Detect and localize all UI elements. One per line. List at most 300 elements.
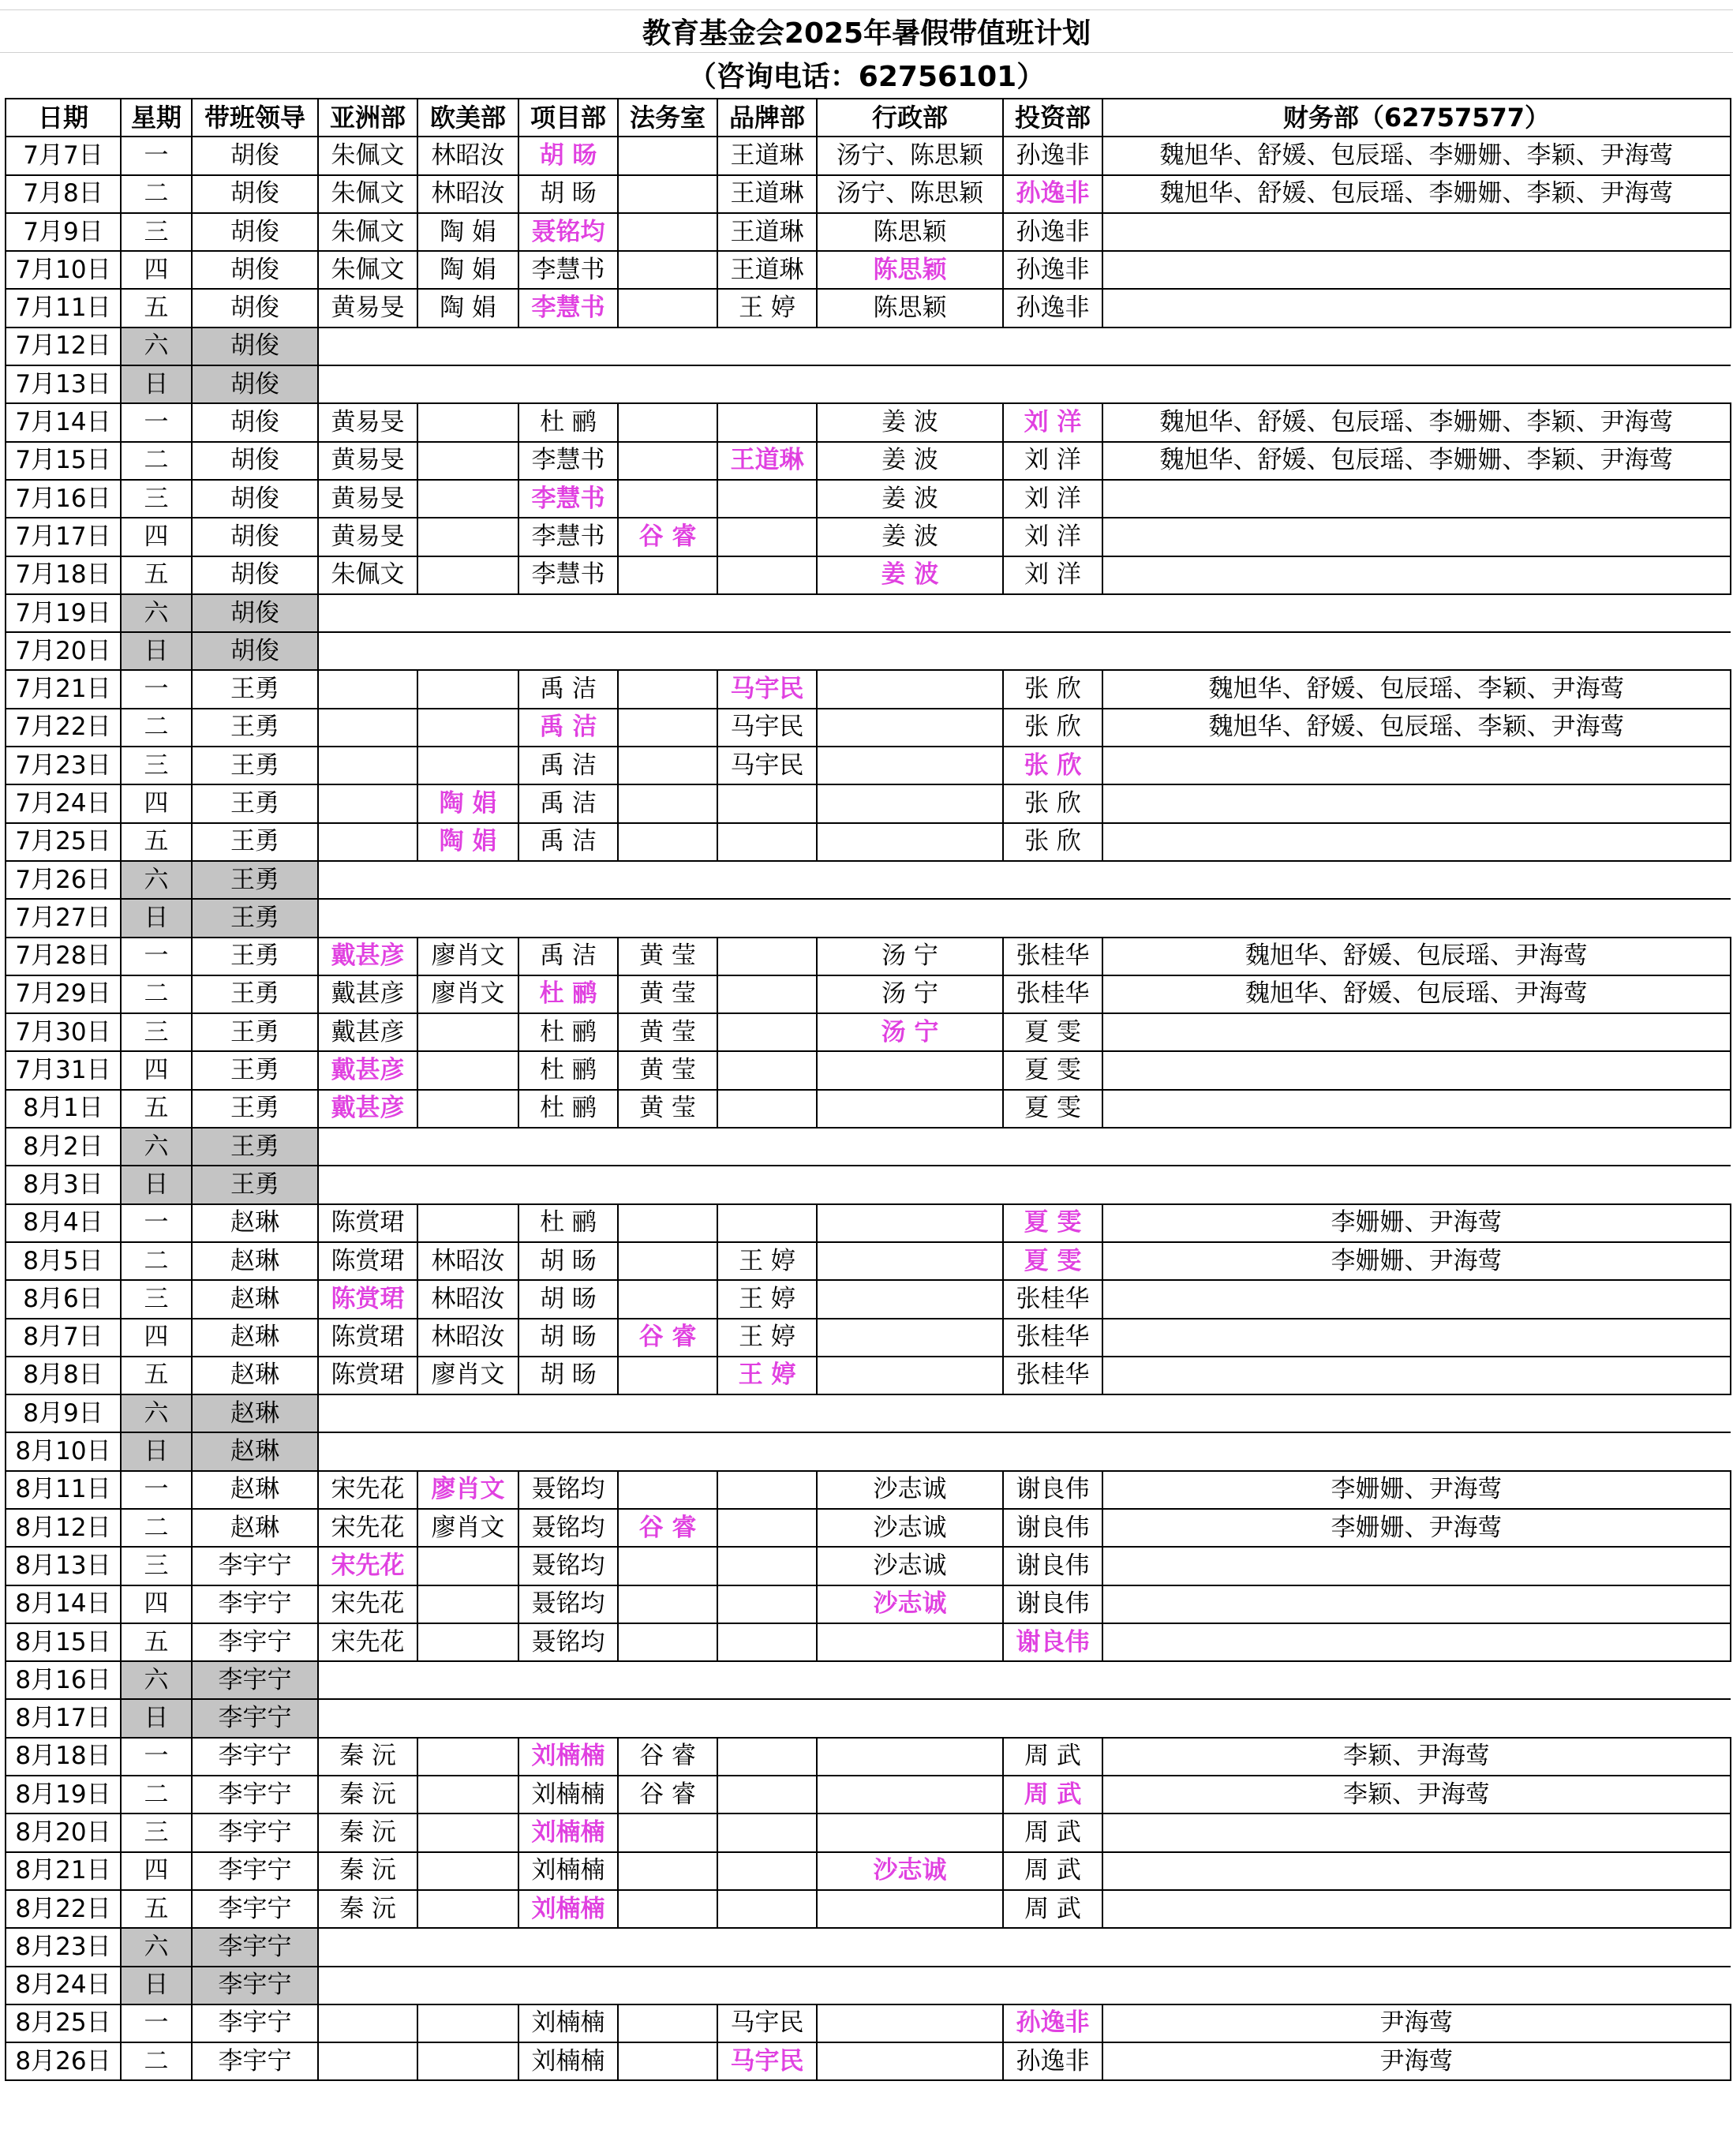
table-cell[interactable]: 刘楠楠	[518, 2004, 618, 2042]
empty-cell[interactable]	[318, 1432, 1731, 1470]
table-cell[interactable]: 王勇	[192, 747, 318, 784]
table-cell[interactable]: 李宇宁	[192, 1967, 318, 2004]
table-cell[interactable]: 胡俊	[192, 480, 318, 518]
table-cell[interactable]	[618, 1547, 717, 1585]
table-cell[interactable]	[717, 1738, 817, 1776]
table-cell[interactable]: 周 武	[1003, 1852, 1102, 1890]
column-header[interactable]: 项目部	[518, 99, 618, 137]
table-cell[interactable]: 陈赏珺	[318, 1204, 417, 1242]
table-cell[interactable]: 林昭汝	[417, 175, 518, 213]
table-cell[interactable]: 六	[121, 1128, 192, 1166]
table-cell[interactable]: 宋先花	[318, 1547, 417, 1585]
table-cell[interactable]	[817, 747, 1003, 784]
table-cell[interactable]: 四	[121, 518, 192, 556]
table-cell[interactable]: 一	[121, 670, 192, 708]
table-cell[interactable]: 周 武	[1003, 1738, 1102, 1776]
table-cell[interactable]	[618, 480, 717, 518]
table-cell[interactable]: 7月12日	[6, 328, 121, 365]
table-cell[interactable]: 黄 莹	[618, 1090, 717, 1128]
table-cell[interactable]: 王勇	[192, 1013, 318, 1051]
table-cell[interactable]: 四	[121, 784, 192, 822]
table-cell[interactable]: 尹海莺	[1102, 2004, 1731, 2042]
table-cell[interactable]: 李宇宁	[192, 1890, 318, 1928]
table-cell[interactable]: 陈赏珺	[318, 1280, 417, 1318]
table-cell[interactable]: 陶 娟	[417, 823, 518, 861]
table-cell[interactable]: 胡 旸	[518, 137, 618, 174]
empty-cell[interactable]	[318, 1661, 1731, 1699]
table-cell[interactable]	[717, 556, 817, 594]
table-cell[interactable]: 秦 沅	[318, 1814, 417, 1851]
table-cell[interactable]: 张 欣	[1003, 747, 1102, 784]
table-cell[interactable]: 王勇	[192, 1128, 318, 1166]
table-cell[interactable]: 魏旭华、舒媛、包辰瑶、李颖、尹海莺	[1102, 709, 1731, 747]
table-cell[interactable]: 魏旭华、舒媛、包辰瑶、李颖、尹海莺	[1102, 670, 1731, 708]
table-cell[interactable]: 李姗姗、尹海莺	[1102, 1242, 1731, 1280]
table-cell[interactable]: 李姗姗、尹海莺	[1102, 1471, 1731, 1509]
table-cell[interactable]: 一	[121, 1204, 192, 1242]
empty-cell[interactable]	[318, 594, 1731, 632]
table-cell[interactable]: 沙志诚	[817, 1509, 1003, 1547]
table-cell[interactable]: 7月10日	[6, 251, 121, 289]
table-cell[interactable]: 8月17日	[6, 1699, 121, 1737]
table-cell[interactable]: 赵琳	[192, 1432, 318, 1470]
table-cell[interactable]: 魏旭华、舒媛、包辰瑶、李姗姗、李颖、尹海莺	[1102, 175, 1731, 213]
table-cell[interactable]	[417, 442, 518, 480]
table-cell[interactable]	[417, 2042, 518, 2080]
table-cell[interactable]: 刘楠楠	[518, 2042, 618, 2080]
table-cell[interactable]	[417, 1738, 518, 1776]
table-cell[interactable]: 7月22日	[6, 709, 121, 747]
table-cell[interactable]: 8月21日	[6, 1852, 121, 1890]
table-cell[interactable]: 8月8日	[6, 1357, 121, 1394]
table-cell[interactable]: 8月19日	[6, 1776, 121, 1814]
table-cell[interactable]: 一	[121, 403, 192, 441]
table-cell[interactable]: 胡俊	[192, 251, 318, 289]
column-header[interactable]: 星期	[121, 99, 192, 137]
table-cell[interactable]: 王道琳	[717, 213, 817, 251]
table-cell[interactable]: 三	[121, 747, 192, 784]
column-header[interactable]: 行政部	[817, 99, 1003, 137]
table-cell[interactable]: 日	[121, 365, 192, 403]
table-cell[interactable]	[618, 213, 717, 251]
table-cell[interactable]: 三	[121, 1547, 192, 1585]
table-cell[interactable]: 日	[121, 1166, 192, 1203]
table-cell[interactable]: 夏 雯	[1003, 1013, 1102, 1051]
empty-cell[interactable]	[318, 899, 1731, 937]
table-cell[interactable]	[618, 709, 717, 747]
table-cell[interactable]: 7月16日	[6, 480, 121, 518]
table-cell[interactable]: 7月8日	[6, 175, 121, 213]
table-cell[interactable]: 刘 洋	[1003, 480, 1102, 518]
table-cell[interactable]: 王勇	[192, 899, 318, 937]
table-cell[interactable]: 张 欣	[1003, 784, 1102, 822]
table-cell[interactable]	[417, 1547, 518, 1585]
table-cell[interactable]: 王勇	[192, 938, 318, 975]
table-cell[interactable]: 魏旭华、舒媛、包辰瑶、李姗姗、李颖、尹海莺	[1102, 137, 1731, 174]
table-cell[interactable]: 王勇	[192, 975, 318, 1013]
table-cell[interactable]: 赵琳	[192, 1242, 318, 1280]
table-cell[interactable]: 王勇	[192, 709, 318, 747]
table-cell[interactable]: 赵琳	[192, 1204, 318, 1242]
empty-cell[interactable]	[318, 632, 1731, 670]
table-cell[interactable]: 一	[121, 2004, 192, 2042]
table-cell[interactable]	[817, 1776, 1003, 1814]
table-cell[interactable]	[817, 1738, 1003, 1776]
table-cell[interactable]: 黄 莹	[618, 938, 717, 975]
table-cell[interactable]: 二	[121, 1242, 192, 1280]
table-cell[interactable]: 孙逸非	[1003, 289, 1102, 327]
table-cell[interactable]: 7月14日	[6, 403, 121, 441]
table-cell[interactable]	[618, 556, 717, 594]
table-cell[interactable]: 五	[121, 1357, 192, 1394]
table-cell[interactable]: 刘楠楠	[518, 1890, 618, 1928]
table-cell[interactable]	[817, 823, 1003, 861]
table-cell[interactable]: 三	[121, 213, 192, 251]
table-cell[interactable]	[717, 1585, 817, 1623]
table-cell[interactable]: 张桂华	[1003, 975, 1102, 1013]
table-cell[interactable]: 戴甚彦	[318, 1013, 417, 1051]
table-cell[interactable]: 朱佩文	[318, 213, 417, 251]
table-cell[interactable]: 刘楠楠	[518, 1814, 618, 1851]
table-cell[interactable]	[717, 1623, 817, 1661]
table-cell[interactable]: 8月3日	[6, 1166, 121, 1203]
table-cell[interactable]	[417, 556, 518, 594]
table-cell[interactable]: 8月15日	[6, 1623, 121, 1661]
table-cell[interactable]: 陈思颖	[817, 213, 1003, 251]
table-cell[interactable]: 王 婷	[717, 289, 817, 327]
table-cell[interactable]: 8月20日	[6, 1814, 121, 1851]
table-cell[interactable]: 李颖、尹海莺	[1102, 1776, 1731, 1814]
table-cell[interactable]	[318, 2042, 417, 2080]
table-cell[interactable]	[618, 1204, 717, 1242]
table-cell[interactable]: 李宇宁	[192, 1547, 318, 1585]
table-cell[interactable]	[817, 2004, 1003, 2042]
table-cell[interactable]: 李宇宁	[192, 2004, 318, 2042]
table-cell[interactable]: 日	[121, 899, 192, 937]
table-cell[interactable]: 王 婷	[717, 1357, 817, 1394]
table-cell[interactable]: 胡俊	[192, 137, 318, 174]
empty-cell[interactable]	[318, 365, 1731, 403]
table-cell[interactable]	[717, 1814, 817, 1851]
table-cell[interactable]: 秦 沅	[318, 1890, 417, 1928]
empty-cell[interactable]	[318, 861, 1731, 899]
table-cell[interactable]	[817, 1280, 1003, 1318]
table-cell[interactable]: 赵琳	[192, 1319, 318, 1357]
table-cell[interactable]: 聂铭均	[518, 213, 618, 251]
table-cell[interactable]: 李慧书	[518, 556, 618, 594]
table-cell[interactable]: 禹 洁	[518, 747, 618, 784]
table-cell[interactable]: 戴甚彦	[318, 975, 417, 1013]
table-cell[interactable]	[717, 480, 817, 518]
table-cell[interactable]: 王勇	[192, 670, 318, 708]
table-cell[interactable]	[1102, 1013, 1731, 1051]
table-cell[interactable]: 赵琳	[192, 1394, 318, 1432]
table-cell[interactable]: 六	[121, 861, 192, 899]
table-cell[interactable]	[717, 1890, 817, 1928]
table-cell[interactable]: 8月6日	[6, 1280, 121, 1318]
table-cell[interactable]	[817, 2042, 1003, 2080]
table-cell[interactable]: 7月7日	[6, 137, 121, 174]
table-cell[interactable]: 李宇宁	[192, 1623, 318, 1661]
column-header[interactable]: 日期	[6, 99, 121, 137]
table-cell[interactable]: 胡俊	[192, 328, 318, 365]
table-cell[interactable]: 7月30日	[6, 1013, 121, 1051]
table-cell[interactable]	[417, 1013, 518, 1051]
table-cell[interactable]	[1102, 747, 1731, 784]
table-cell[interactable]: 汤宁、陈思颖	[817, 137, 1003, 174]
table-cell[interactable]: 8月4日	[6, 1204, 121, 1242]
table-cell[interactable]: 赵琳	[192, 1280, 318, 1318]
table-cell[interactable]: 二	[121, 2042, 192, 2080]
table-cell[interactable]: 8月18日	[6, 1738, 121, 1776]
table-cell[interactable]: 五	[121, 823, 192, 861]
table-cell[interactable]	[417, 2004, 518, 2042]
table-cell[interactable]: 王勇	[192, 1166, 318, 1203]
table-cell[interactable]	[618, 670, 717, 708]
table-cell[interactable]: 胡俊	[192, 213, 318, 251]
table-cell[interactable]: 7月24日	[6, 784, 121, 822]
column-header[interactable]: 欧美部	[417, 99, 518, 137]
table-cell[interactable]: 一	[121, 1471, 192, 1509]
table-cell[interactable]	[618, 1280, 717, 1318]
table-cell[interactable]: 廖肖文	[417, 1357, 518, 1394]
table-cell[interactable]	[817, 1890, 1003, 1928]
table-cell[interactable]: 王 婷	[717, 1280, 817, 1318]
table-cell[interactable]: 廖肖文	[417, 1509, 518, 1547]
table-cell[interactable]: 日	[121, 1699, 192, 1737]
table-cell[interactable]	[618, 784, 717, 822]
table-cell[interactable]: 8月9日	[6, 1394, 121, 1432]
table-cell[interactable]	[1102, 1051, 1731, 1089]
table-cell[interactable]: 秦 沅	[318, 1852, 417, 1890]
table-cell[interactable]: 胡俊	[192, 442, 318, 480]
table-cell[interactable]: 马宇民	[717, 747, 817, 784]
table-cell[interactable]: 宋先花	[318, 1585, 417, 1623]
table-cell[interactable]	[618, 2004, 717, 2042]
table-cell[interactable]: 魏旭华、舒媛、包辰瑶、尹海莺	[1102, 975, 1731, 1013]
table-cell[interactable]: 四	[121, 251, 192, 289]
table-cell[interactable]	[717, 1471, 817, 1509]
table-cell[interactable]: 林昭汝	[417, 1242, 518, 1280]
table-cell[interactable]	[1102, 1357, 1731, 1394]
column-header[interactable]: 亚洲部	[318, 99, 417, 137]
table-cell[interactable]: 8月24日	[6, 1967, 121, 2004]
table-cell[interactable]: 刘 洋	[1003, 442, 1102, 480]
table-cell[interactable]: 张桂华	[1003, 938, 1102, 975]
table-cell[interactable]: 孙逸非	[1003, 2042, 1102, 2080]
table-cell[interactable]: 王勇	[192, 1090, 318, 1128]
table-cell[interactable]	[318, 670, 417, 708]
table-cell[interactable]: 日	[121, 1967, 192, 2004]
table-cell[interactable]	[618, 1814, 717, 1851]
table-cell[interactable]: 7月27日	[6, 899, 121, 937]
table-cell[interactable]: 杜 鹂	[518, 1204, 618, 1242]
table-cell[interactable]: 7月20日	[6, 632, 121, 670]
table-cell[interactable]: 廖肖文	[417, 975, 518, 1013]
table-cell[interactable]: 姜 波	[817, 556, 1003, 594]
table-cell[interactable]: 陶 娟	[417, 784, 518, 822]
table-cell[interactable]: 刘 洋	[1003, 556, 1102, 594]
table-cell[interactable]: 魏旭华、舒媛、包辰瑶、李姗姗、李颖、尹海莺	[1102, 442, 1731, 480]
table-cell[interactable]	[417, 1090, 518, 1128]
table-cell[interactable]: 黄易旻	[318, 442, 417, 480]
table-cell[interactable]: 姜 波	[817, 403, 1003, 441]
table-cell[interactable]: 四	[121, 1319, 192, 1357]
table-cell[interactable]	[1102, 251, 1731, 289]
table-cell[interactable]: 周 武	[1003, 1814, 1102, 1851]
table-cell[interactable]	[817, 670, 1003, 708]
table-cell[interactable]: 五	[121, 556, 192, 594]
table-cell[interactable]	[318, 784, 417, 822]
table-cell[interactable]: 禹 洁	[518, 938, 618, 975]
table-cell[interactable]: 8月10日	[6, 1432, 121, 1470]
table-cell[interactable]: 王 婷	[717, 1319, 817, 1357]
table-cell[interactable]	[717, 403, 817, 441]
table-cell[interactable]: 7月21日	[6, 670, 121, 708]
table-cell[interactable]	[618, 289, 717, 327]
table-cell[interactable]: 沙志诚	[817, 1585, 1003, 1623]
table-cell[interactable]	[417, 709, 518, 747]
table-cell[interactable]: 禹 洁	[518, 823, 618, 861]
table-cell[interactable]: 姜 波	[817, 480, 1003, 518]
table-cell[interactable]: 二	[121, 709, 192, 747]
table-cell[interactable]: 李宇宁	[192, 2042, 318, 2080]
table-cell[interactable]: 马宇民	[717, 670, 817, 708]
table-cell[interactable]: 林昭汝	[417, 137, 518, 174]
table-cell[interactable]	[618, 747, 717, 784]
table-cell[interactable]	[417, 747, 518, 784]
table-cell[interactable]: 孙逸非	[1003, 2004, 1102, 2042]
table-cell[interactable]: 二	[121, 975, 192, 1013]
table-cell[interactable]	[1102, 518, 1731, 556]
table-cell[interactable]	[717, 1852, 817, 1890]
table-cell[interactable]: 8月22日	[6, 1890, 121, 1928]
table-cell[interactable]: 陶 娟	[417, 289, 518, 327]
table-cell[interactable]	[817, 1090, 1003, 1128]
table-cell[interactable]	[717, 1013, 817, 1051]
table-cell[interactable]: 五	[121, 289, 192, 327]
table-cell[interactable]: 二	[121, 1776, 192, 1814]
table-cell[interactable]: 汤宁、陈思颖	[817, 175, 1003, 213]
table-cell[interactable]: 孙逸非	[1003, 213, 1102, 251]
table-cell[interactable]: 7月9日	[6, 213, 121, 251]
table-cell[interactable]: 李宇宁	[192, 1699, 318, 1737]
empty-cell[interactable]	[318, 328, 1731, 365]
table-cell[interactable]: 7月28日	[6, 938, 121, 975]
table-cell[interactable]: 戴甚彦	[318, 1090, 417, 1128]
table-cell[interactable]: 周 武	[1003, 1776, 1102, 1814]
table-cell[interactable]	[717, 784, 817, 822]
table-cell[interactable]: 马宇民	[717, 709, 817, 747]
table-cell[interactable]: 廖肖文	[417, 1471, 518, 1509]
table-cell[interactable]: 李慧书	[518, 480, 618, 518]
table-cell[interactable]: 李宇宁	[192, 1585, 318, 1623]
table-cell[interactable]: 日	[121, 632, 192, 670]
table-cell[interactable]	[618, 251, 717, 289]
table-cell[interactable]: 日	[121, 1432, 192, 1470]
column-header[interactable]: 投资部	[1003, 99, 1102, 137]
table-cell[interactable]: 四	[121, 1585, 192, 1623]
table-cell[interactable]: 朱佩文	[318, 175, 417, 213]
table-cell[interactable]: 陈思颖	[817, 251, 1003, 289]
table-cell[interactable]: 陈思颖	[817, 289, 1003, 327]
empty-cell[interactable]	[318, 1928, 1731, 1966]
table-cell[interactable]: 李颖、尹海莺	[1102, 1738, 1731, 1776]
table-cell[interactable]	[417, 1852, 518, 1890]
table-cell[interactable]: 姜 波	[817, 518, 1003, 556]
table-cell[interactable]: 谷 睿	[618, 1738, 717, 1776]
table-cell[interactable]: 张桂华	[1003, 1357, 1102, 1394]
table-cell[interactable]: 8月13日	[6, 1547, 121, 1585]
table-cell[interactable]: 二	[121, 175, 192, 213]
table-cell[interactable]: 胡 旸	[518, 1242, 618, 1280]
table-cell[interactable]: 沙志诚	[817, 1852, 1003, 1890]
table-cell[interactable]	[417, 1814, 518, 1851]
table-cell[interactable]: 六	[121, 1661, 192, 1699]
table-cell[interactable]	[618, 442, 717, 480]
table-cell[interactable]	[318, 709, 417, 747]
table-cell[interactable]	[318, 747, 417, 784]
table-cell[interactable]	[1102, 1547, 1731, 1585]
table-cell[interactable]	[618, 2042, 717, 2080]
column-header[interactable]: 财务部（62757577）	[1102, 99, 1731, 137]
table-cell[interactable]	[417, 670, 518, 708]
table-cell[interactable]	[618, 823, 717, 861]
table-cell[interactable]	[417, 1051, 518, 1089]
table-cell[interactable]: 张 欣	[1003, 823, 1102, 861]
table-cell[interactable]	[417, 1585, 518, 1623]
table-cell[interactable]	[618, 1357, 717, 1394]
table-cell[interactable]: 胡 旸	[518, 1319, 618, 1357]
table-cell[interactable]	[417, 480, 518, 518]
table-cell[interactable]: 李宇宁	[192, 1928, 318, 1966]
table-cell[interactable]: 朱佩文	[318, 251, 417, 289]
table-cell[interactable]: 一	[121, 137, 192, 174]
table-cell[interactable]: 黄易旻	[318, 289, 417, 327]
table-cell[interactable]: 六	[121, 594, 192, 632]
table-cell[interactable]: 四	[121, 1852, 192, 1890]
table-cell[interactable]: 周 武	[1003, 1890, 1102, 1928]
table-cell[interactable]: 孙逸非	[1003, 137, 1102, 174]
table-cell[interactable]: 7月29日	[6, 975, 121, 1013]
table-cell[interactable]: 王道琳	[717, 251, 817, 289]
table-cell[interactable]: 黄 莹	[618, 1013, 717, 1051]
table-cell[interactable]: 二	[121, 442, 192, 480]
table-cell[interactable]	[417, 1204, 518, 1242]
table-cell[interactable]: 胡 旸	[518, 175, 618, 213]
table-cell[interactable]: 宋先花	[318, 1623, 417, 1661]
table-cell[interactable]: 8月23日	[6, 1928, 121, 1966]
table-cell[interactable]	[618, 175, 717, 213]
table-cell[interactable]: 汤 宁	[817, 1013, 1003, 1051]
table-cell[interactable]: 尹海莺	[1102, 2042, 1731, 2080]
table-cell[interactable]: 三	[121, 1013, 192, 1051]
table-cell[interactable]	[1102, 823, 1731, 861]
table-cell[interactable]: 聂铭均	[518, 1623, 618, 1661]
table-cell[interactable]: 一	[121, 1738, 192, 1776]
table-cell[interactable]: 王勇	[192, 1051, 318, 1089]
column-header[interactable]: 品牌部	[717, 99, 817, 137]
table-cell[interactable]: 二	[121, 1509, 192, 1547]
table-cell[interactable]: 7月26日	[6, 861, 121, 899]
table-cell[interactable]	[817, 1357, 1003, 1394]
table-cell[interactable]: 王道琳	[717, 137, 817, 174]
table-cell[interactable]: 胡俊	[192, 594, 318, 632]
table-cell[interactable]: 8月5日	[6, 1242, 121, 1280]
table-cell[interactable]: 朱佩文	[318, 137, 417, 174]
table-cell[interactable]: 胡俊	[192, 556, 318, 594]
table-cell[interactable]: 谷 睿	[618, 1776, 717, 1814]
